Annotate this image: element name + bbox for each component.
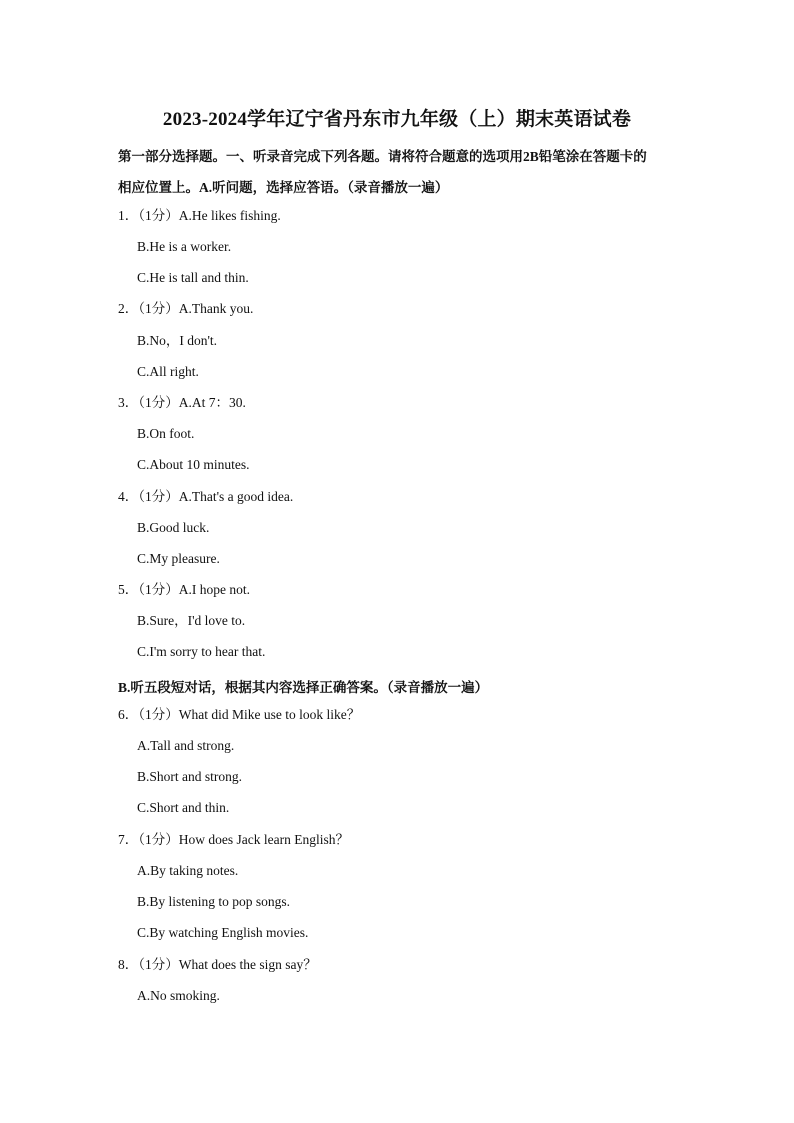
question-6-option-c: C.Short and thin. [137, 800, 230, 815]
question-7-option-b: B.By listening to pop songs. [137, 894, 291, 909]
question-5-option-c: C.I'm sorry to hear that. [137, 644, 266, 659]
part1-instructions-line2: 相应位置上。A.听问题，选择应答语。（录音播放一遍） [118, 180, 449, 195]
question-7-option-a: A.By taking notes. [137, 863, 239, 878]
question-5-option-b: B.Sure，I'd love to. [137, 613, 246, 628]
question-3-option-b: B.On foot. [137, 426, 195, 441]
page-title: 2023-2024学年辽宁省丹东市九年级（上）期末英语试卷 [162, 109, 632, 130]
question-1: 1．（1分）A.He likes fishing. [118, 208, 281, 223]
question-2-option-b: B.No，I don't. [137, 333, 218, 348]
part1-instructions-line1: 第一部分选择题。一、听录音完成下列各题。请将符合题意的选项用2B铅笔涂在答题卡的 [118, 149, 647, 164]
question-6: 6．（1分）What did Mike use to look like？ [118, 707, 361, 722]
question-8-option-a: A.No smoking. [137, 988, 220, 1003]
question-6-option-a: A.Tall and strong. [137, 738, 235, 753]
question-2: 2．（1分）A.Thank you. [118, 301, 254, 316]
question-7: 7．（1分）How does Jack learn English？ [118, 832, 349, 847]
question-3-option-c: C.About 10 minutes. [137, 457, 250, 472]
question-1-option-c: C.He is tall and thin. [137, 270, 249, 285]
question-1-option-b: B.He is a worker. [137, 239, 232, 254]
question-7-option-c: C.By watching English movies. [137, 925, 309, 940]
question-3: 3．（1分）A.At 7：30. [118, 395, 246, 410]
question-6-option-b: B.Short and strong. [137, 769, 243, 784]
question-8: 8．（1分）What does the sign say？ [118, 957, 317, 972]
question-4-option-b: B.Good luck. [137, 520, 210, 535]
question-2-option-c: C.All right. [137, 364, 199, 379]
section-b-instructions: B.听五段短对话，根据其内容选择正确答案。（录音播放一遍） [118, 680, 489, 695]
question-5: 5．（1分）A.I hope not. [118, 582, 250, 597]
question-4: 4．（1分）A.That's a good idea. [118, 489, 294, 504]
question-4-option-c: C.My pleasure. [137, 551, 220, 566]
